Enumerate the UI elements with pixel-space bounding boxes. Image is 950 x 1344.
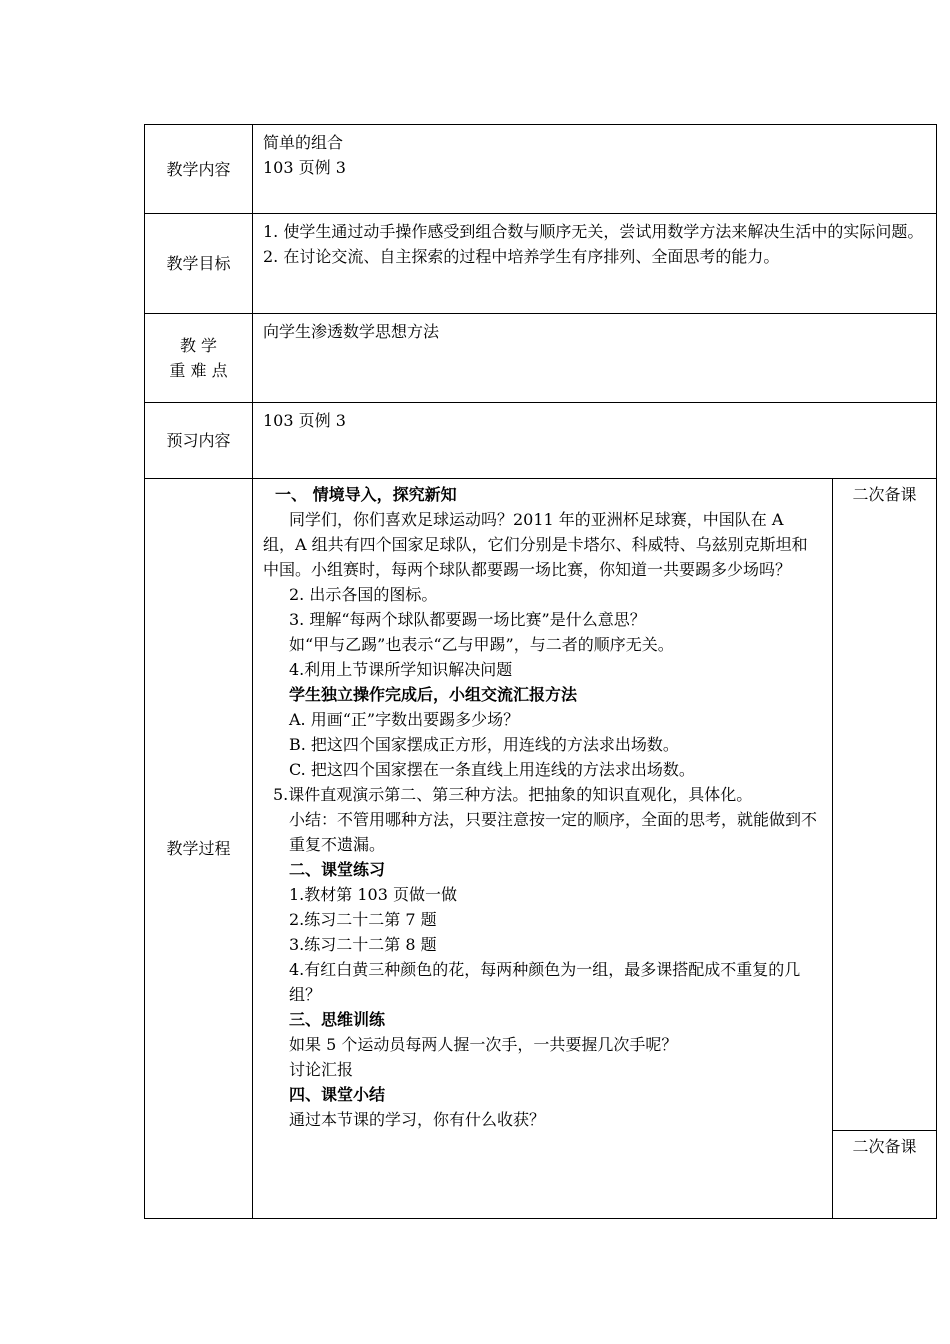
lesson-title: 简单的组合 bbox=[263, 133, 344, 152]
second-prep-cell-top bbox=[832, 478, 937, 1131]
exercise-3: 3.练习二十二第 8 题 bbox=[289, 935, 437, 954]
content-value-cell bbox=[252, 124, 937, 214]
preview-text: 103 页例 3 bbox=[263, 411, 346, 430]
goal-value-cell bbox=[252, 213, 937, 314]
lesson-page: 103 页例 3 bbox=[263, 158, 346, 177]
process-step-4: 4.利用上节课所学知识解决问题 bbox=[289, 660, 513, 679]
key-label-cell bbox=[144, 313, 253, 403]
process-label: 教学过程 bbox=[166, 839, 231, 858]
goal-label: 教学目标 bbox=[166, 254, 231, 273]
preview-value-cell bbox=[252, 402, 937, 479]
thinking-question: 如果 5 个运动员每两人握一次手，一共要握几次手呢？ bbox=[289, 1035, 678, 1054]
content-label: 教学内容 bbox=[166, 159, 231, 179]
key-label-line2: 重 难 点 bbox=[169, 361, 228, 380]
process-step-3-note: 如“甲与乙踢”也表示“乙与甲踢”，与二者的顺序无关。 bbox=[289, 635, 674, 654]
goal-item-1: 1. 使学生通过动手操作感受到组合数与顺序无关，尝试用数学方法来解决生活中的实际问题。 bbox=[263, 222, 924, 241]
goal-item-2: 2. 在讨论交流、自主探索的过程中培养学生有序排列、全面思考的能力。 bbox=[263, 247, 780, 266]
process-step-5: 5.课件直观演示第二、第三种方法。把抽象的知识直观化，具体化。 bbox=[273, 785, 753, 804]
exercise-2: 2.练习二十二第 7 题 bbox=[289, 910, 437, 929]
thinking-discussion: 讨论汇报 bbox=[289, 1060, 354, 1079]
section-4-title: 四、课堂小结 bbox=[289, 1085, 386, 1104]
process-group-report: 学生独立操作完成后，小组交流汇报方法 bbox=[289, 685, 578, 704]
goal-label-cell bbox=[144, 213, 253, 314]
lesson-plan-table bbox=[144, 124, 937, 1219]
process-intro-paragraph: 同学们，你们喜欢足球运动吗？2011 年的亚洲杯足球赛，中国队在 A 组，A 组共有四个国家足球队，它们分别是卡塔尔、科威特、乌兹别克斯坦和中国。小组赛时，每两个球队都要踢一场比赛，你知道一共要踢多少场吗？ bbox=[263, 510, 808, 579]
section-3-title: 三、思维训练 bbox=[289, 1010, 386, 1029]
exercise-1: 1.教材第 103 页做一做 bbox=[289, 885, 457, 904]
section-1-title: 一、 情境导入，探究新知 bbox=[275, 485, 457, 504]
process-label-cell bbox=[144, 478, 253, 1219]
preview-label: 预习内容 bbox=[166, 431, 231, 450]
method-c: C. 把这四个国家摆在一条直线上用连线的方法求出场数。 bbox=[289, 760, 695, 779]
summary-question: 通过本节课的学习，你有什么收获？ bbox=[289, 1110, 546, 1129]
section-2-title: 二、课堂练习 bbox=[289, 860, 386, 879]
content-label-cell bbox=[144, 124, 253, 214]
key-label-line1: 教 学 bbox=[179, 336, 218, 355]
process-content-cell bbox=[252, 478, 833, 1219]
exercise-4: 4.有红白黄三种颜色的花，每两种颜色为一组，最多课搭配成不重复的几组？ bbox=[289, 960, 801, 1004]
key-text: 向学生渗透数学思想方法 bbox=[263, 322, 440, 341]
preview-label-cell bbox=[144, 402, 253, 479]
second-prep-label-top: 二次备课 bbox=[852, 485, 917, 504]
method-a: A. 用画“正”字数出要踢多少场？ bbox=[289, 710, 520, 729]
process-summary: 小结：不管用哪种方法，只要注意按一定的顺序，全面的思考，就能做到不重复不遗漏。 bbox=[289, 810, 818, 854]
second-prep-cell-bottom bbox=[832, 1130, 937, 1219]
key-value-cell bbox=[252, 313, 937, 403]
method-b: B. 把这四个国家摆成正方形，用连线的方法求出场数。 bbox=[289, 735, 679, 754]
process-step-3: 3. 理解“每两个球队都要踢一场比赛”是什么意思？ bbox=[289, 610, 646, 629]
process-step-2: 2. 出示各国的图标。 bbox=[289, 585, 438, 604]
second-prep-label-bottom: 二次备课 bbox=[852, 1137, 917, 1156]
